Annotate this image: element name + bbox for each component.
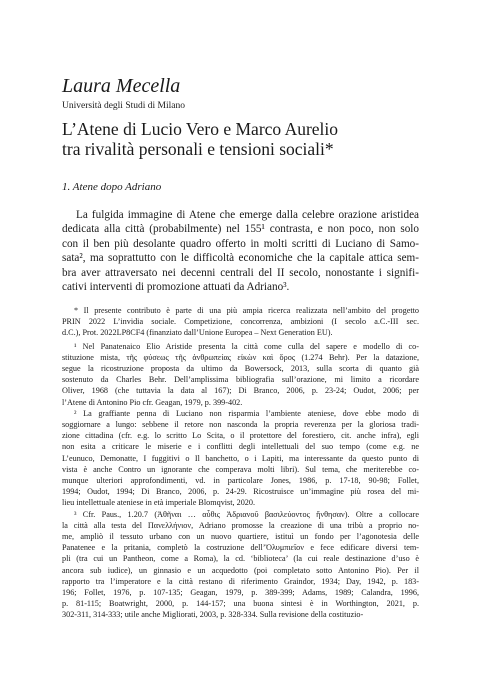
- author-name: Laura Mecella: [62, 75, 181, 97]
- footnote-line: la città alla testa del Πανελλήνιον, Adriano promosse la creazione di una tribù a proprio no-: [62, 520, 419, 530]
- section-heading: 1. Atene dopo Adriano: [62, 181, 162, 193]
- article-title: [62, 119, 452, 159]
- body-line: bra aver attraversato nei decenni centrali del II secolo, nonostante i signifi-: [62, 266, 419, 279]
- body-line: con il ben più desolante quadro offerto in molti scritti di Luciano di Samo-: [62, 237, 419, 250]
- body-line: dedicata alla città (probabilmente) nel 155¹ contrasta, e non poco, non solo: [62, 223, 419, 236]
- footnote-line: rapporto tra l’imperatore e la città restano di riferimento Graindor, 1934; Day, 1942, p. 183-: [62, 576, 419, 586]
- title-line-2: tra rivalità personali e tensioni sociali*: [62, 139, 334, 159]
- footnote: [62, 305, 419, 339]
- footnote-line: sostenuto da Charles Behr. Dell’amplissima bibliografia sull’orazione, mi limito a ricordare: [62, 375, 419, 385]
- footnote-line: * Il presente contributo è parte di una più ampia ricerca realizzata nell’ambito del progetto: [74, 306, 419, 315]
- footnote-line: segue la ricostruzione proposta da ultimo da Bowersock, 2013, sulla scorta di quanto già: [62, 364, 419, 374]
- footnote-line: 1994; Oudot, 1994; Di Branco, 2006, p. 24-29. Ricostruisce un’immagine più rosea del mi-: [62, 487, 419, 497]
- footnote-line: l’Atene di Antonino Pio cfr. Geagan, 1979, p. 399-402.: [62, 397, 243, 407]
- footnote-line: ancora sub iudice), un ginnasio e un acquedotto (poi completato sotto Antonino Pio). Per il: [62, 565, 419, 575]
- footnotes: [62, 305, 419, 621]
- body-line: La fulgida immagine di Atene che emerge dalla celebre orazione aristidea: [76, 209, 419, 221]
- footnote: [62, 509, 419, 621]
- footnote-line: munque ulteriori approfondimenti, vd. in particolare Jones, 1986, p. 17-18, 90-98; Follet,: [62, 476, 419, 486]
- footnote: [62, 408, 419, 509]
- footnote-line: zione cittadina (cfr. e.g. lo scritto Lo Scita, o il protettore del forestiero, cit. anche infra), egli: [62, 431, 419, 441]
- footnote-line: ¹ Nel Panatenaico Elio Aristide presenta la città come culla del sapere e modello di co-: [74, 341, 419, 351]
- footnote-line: PRIN 2022 L’invidia sociale. Competizione, concorrenza, ambizioni (I secolo a.C.-III sec.: [62, 317, 419, 327]
- footnote-line: stituzione mista, τῆς φύσεως τῆς ἀνθρωπείας εἰκὼν καὶ ὅρος (1.274 Behr). Per la datazione,: [62, 352, 419, 362]
- body-line: cativi interventi di promozione attuati da Adriano³.: [62, 281, 290, 294]
- footnote-line: L’eunuco, Demonatte, I fuggitivi o Il banchetto, o i Lapiti, ma interessante da questo punto di: [62, 453, 419, 463]
- footnote-line: non esita a criticare le miserie e i conflitti degli intellettuali del suo tempo (come e.g. ne: [62, 442, 419, 452]
- body-paragraph: [62, 208, 419, 294]
- footnote-line: p. 81-115; Boatwright, 2000, p. 144-157; una buona sintesi è in Worthington, 2021, p.: [62, 599, 419, 609]
- footnote-line: soggiornare a lungo: sebbene il retore non nasconda la propria reverenza per la gloriosa tradi-: [62, 420, 419, 430]
- footnote-line: me, ampliò il tessuto urbano con un nuovo quartiere, istituì un fondo per l’agonotesia delle: [62, 532, 419, 542]
- footnote: [62, 341, 419, 408]
- footnote-line: pli (tra cui un Pantheon, come a Roma), la cd. ‘biblioteca’ (la cui reale destinazione d’uso è: [62, 554, 419, 564]
- author-affiliation: Università degli Studi di Milano: [62, 101, 185, 111]
- footnote-line: 196; Follet, 1976, p. 107-135; Geagan, 1979, p. 389-399; Adams, 1989; Calandra, 1996,: [62, 588, 419, 598]
- footnote-line: vista è anche Contro un ignorante che comperava molti libri). Sul tema, che meriterebbe co-: [62, 464, 419, 474]
- footnote-line: lieu intellettuale ateniese in età imperiale Blomqvist, 2020.: [62, 498, 256, 508]
- footnote-line: Panatenee e la pritania, completò la costruzione dell’Ὀλυμπιεῖον e fece edificare diversi tem-: [62, 543, 419, 553]
- footnote-line: 302-311, 314-333; utile anche Migliorati, 2003, p. 328-334. Sulla revisione della costituzio-: [62, 610, 364, 620]
- title-line-1: L’Atene di Lucio Vero e Marco Aurelio: [62, 119, 339, 139]
- footnote-line: d.C.), Prot. 2022LP8CF4 (finanziato dall’Unione Europea – Next Generation EU).: [62, 328, 333, 338]
- body-line: sata², ma soprattutto con le difficoltà economiche che la capitale attica sem-: [62, 252, 419, 265]
- footnote-line: ³ Cfr. Paus., 1.20.7 (Ἀθῆναι … αὖθις Ἀδριανοῦ βασιλεύοντος ἤνθησαν). Oltre a collocare: [74, 509, 419, 519]
- footnote-line: ² La graffiante penna di Luciano non risparmia l’ambiente ateniese, dove ebbe modo di: [74, 408, 419, 418]
- footnote-line: Oliver, 1968 (che tuttavia la data al 167); Di Branco, 2006, p. 23-24; Oudot, 2006; per: [62, 386, 419, 396]
